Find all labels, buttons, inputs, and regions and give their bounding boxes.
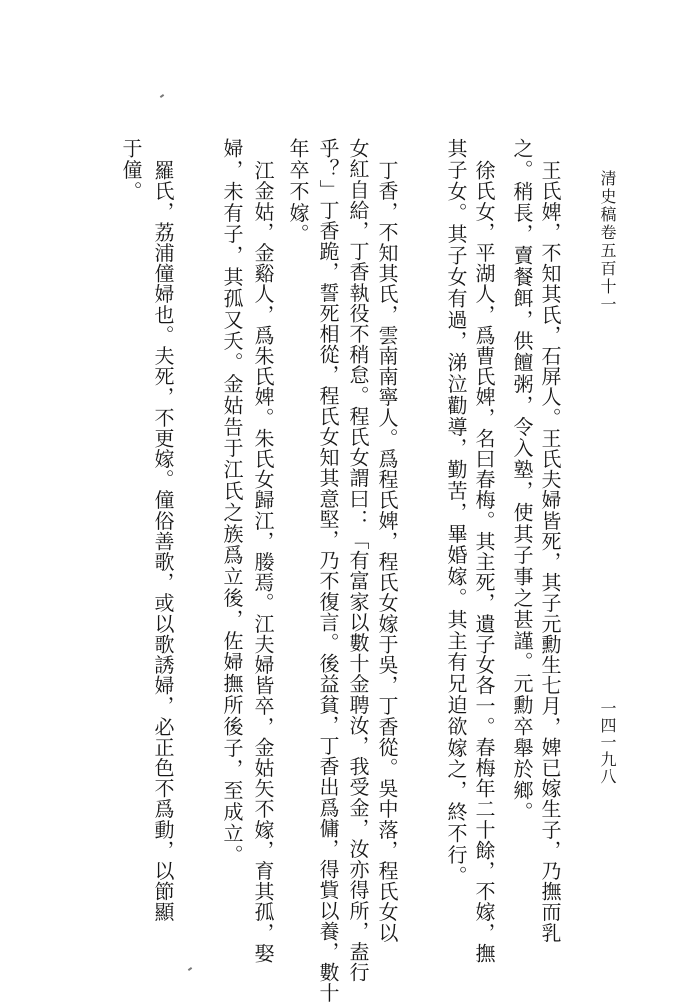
- scan-mark: [188, 967, 192, 971]
- book-title-header: 清史稿卷五百十一: [598, 170, 617, 314]
- text-column: 于僮。: [119, 138, 143, 203]
- text-column: 江金姑，金谿人，爲朱氏婢。朱氏女歸江，媵焉。江夫婦皆卒，金姑矢不嫁，育其孤，娶: [251, 160, 275, 964]
- page-number: 一四一九八: [598, 700, 617, 785]
- text-column: 王氏婢，不知其氏，石屏人。王氏夫婦皆死，其子元勳生七月，婢已嫁生子，乃撫而乳: [538, 160, 562, 943]
- text-column: 徐氏女，平湖人，爲曹氏婢，名曰春梅。其主死，遺子女各一。春梅年二十餘，不嫁，撫: [472, 160, 496, 964]
- text-column: 羅氏，荔浦僮婦也。夫死，不更嫁。僮俗善歌，或以歌誘婦，必正色不爲動，以節顯: [151, 160, 175, 923]
- text-column: 其子女。其子女有過，涕泣勸導，勤苦，畢婚嫁。其主有兄迫欲嫁之，終不行。: [444, 138, 468, 887]
- text-column: 婦，未有子，其孤又夭。金姑告于江氏之族爲立後，佐婦撫所後子，至成立。: [220, 138, 244, 866]
- text-column: 丁香，不知其氏，雲南南寧人。爲程氏婢，程氏女嫁于吳，丁香從。吳中落，程氏女以: [375, 160, 399, 943]
- text-column: 女紅自給，丁香執役不稍怠。程氏女謂曰：「有富家以數十金聘汝，我受金，汝亦得所，盍行: [346, 138, 370, 983]
- scan-mark: [160, 94, 164, 98]
- text-column: 乎？」丁香跪，誓死相從，程氏女知其意堅，乃不復言。後益貧，丁香出爲傭，得貲以養，數十: [316, 138, 340, 1003]
- text-column: 年卒不嫁。: [286, 138, 310, 245]
- text-column: 之。稍長，賣餐餌，供饘粥，令入塾，使其子事之甚謹。元勳卒舉於鄉。: [510, 138, 534, 823]
